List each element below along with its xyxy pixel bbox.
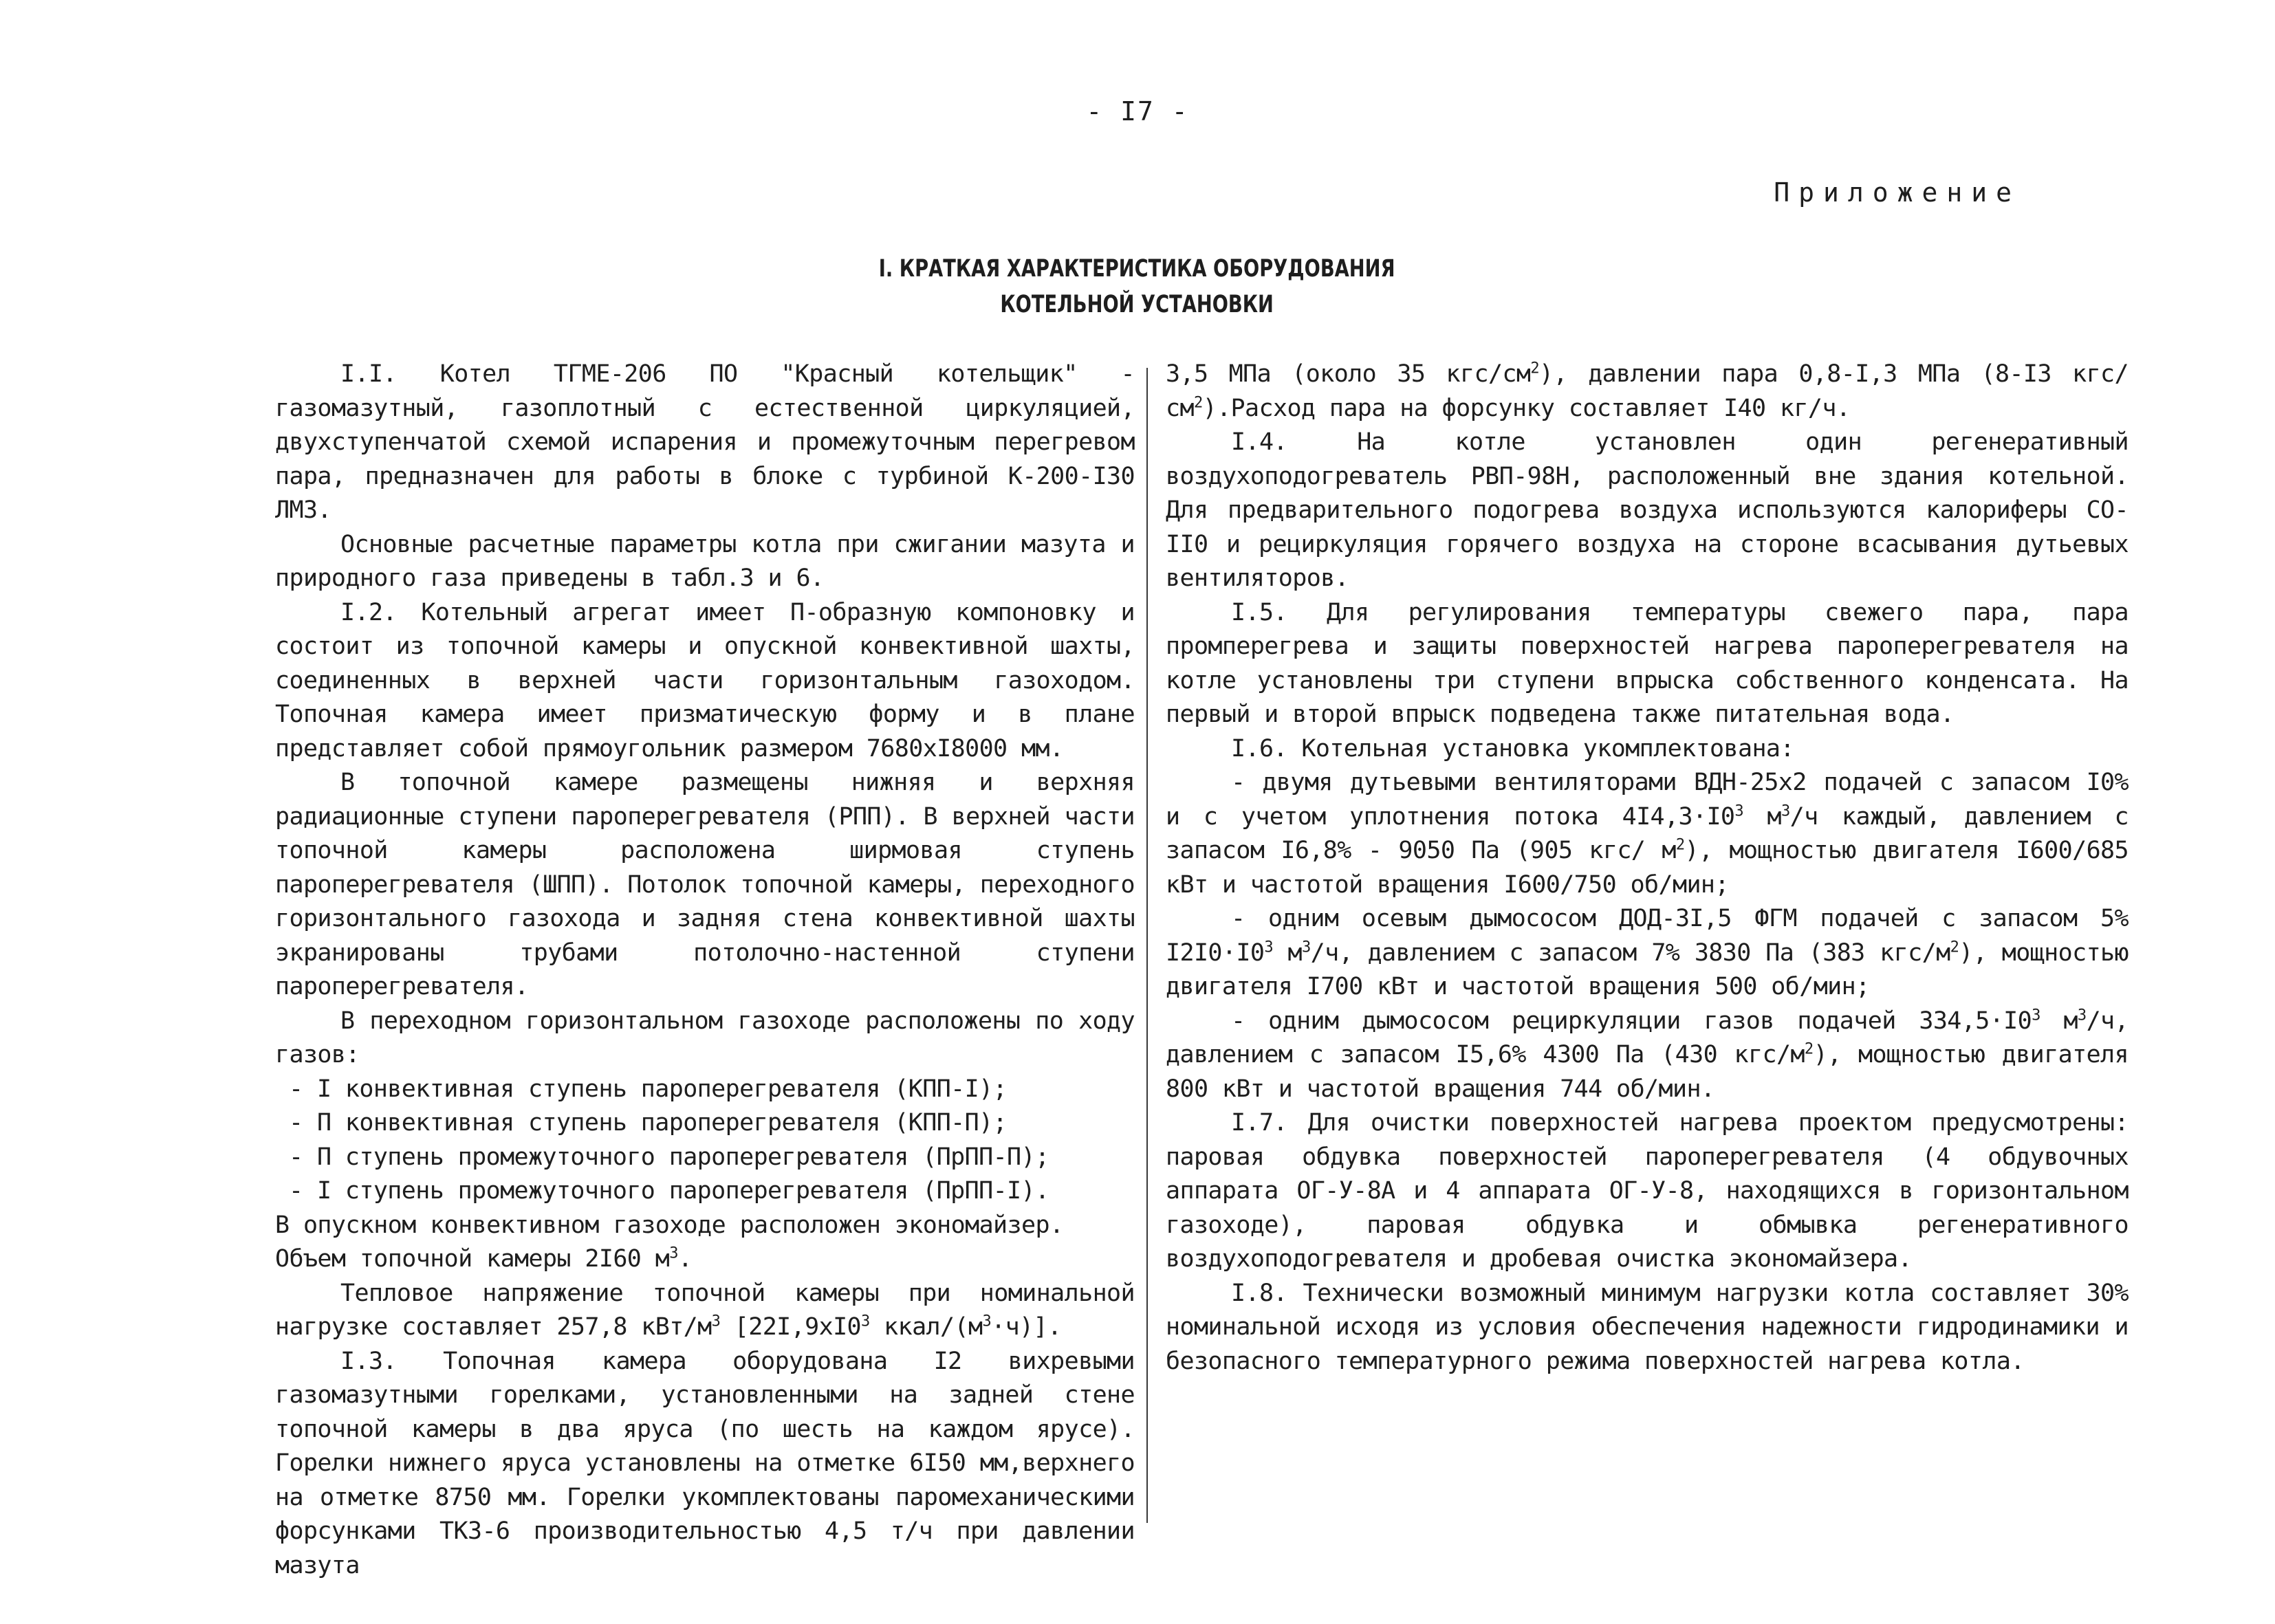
left-column — [275, 358, 1135, 1583]
paragraph-1-5: I.5. Для регулирования температуры свежего пара, пара промперегрева и защиты поверхностей нагрева пароперегревателя на котле установлены три ступени впрыска собственного конденсата. На первый и второй впрыск подведена также питательная вода. — [1166, 598, 2129, 728]
paragraph-1-6: I.6. Котельная установка укомплектована: — [1231, 734, 1794, 762]
list-item: - П конвективная ступень пароперегревателя (КПП-П); — [289, 1109, 1008, 1137]
paragraph-1-4: I.4. На котле установлен один регенеративный воздухоподогреватель РВП-98Н, расположенный вне здания котельной. Для предварительного подогрева воздуха используются калориферы СО-II0 и рециркуляция горячего воздуха на стороне всасывания дутьевых вентиляторов. — [1166, 428, 2129, 592]
list-item: - I ступень промежуточного пароперегревателя (ПрПП-I). — [289, 1177, 1049, 1205]
list-item-exhauster: - одним осевым дымососом ДОД-3I,5 ФГМ подачей с запасом 5% $I2I0\cdot I0^3$ $м^3/ч$, давлением с запасом 7% 3830 Па (383 кгс/$м^2$), мощностью двигателя I700 кВт и частотой вращения 500 об/мин; — [1166, 905, 2129, 1000]
list-item-fans: - двумя дутьевыми вентиляторами ВДН-25х2 подачей с запасом I0% и с учетом уплотнения потока $4I4,3\cdot I0^3$ $м^3/ч$ каждый, давлением с запасом I6,8% - 9050 Па (905 кгс/ $м^2$), мощностью двигателя I600/685 кВт и частотой вращения I600/750 об/мин; — [1166, 769, 2129, 899]
section-title-line-2: КОТЕЛЬНОЙ УСТАНОВКИ — [1000, 291, 1274, 318]
right-column — [1166, 358, 2129, 1379]
paragraph-1-8: I.8. Технически возможный минимум нагрузки котла составляет 30% номинальной исходя из условия обеспечения надежности гидродинамики и безопасного температурного режима поверхностей нагрева котла. — [1166, 1279, 2129, 1375]
paragraph-furnace: В топочной камере размещены нижняя и верхняя радиационные ступени пароперегревателя (РПП). В верхней части топочной камеры расположена ширмовая ступень пароперегревателя (ШПП). Потолок топочной камеры, переходного горизонтального газохода и задняя стена конвективной шахты экранированы трубами потолочно-настенной ступени пароперегревателя. — [275, 769, 1135, 1000]
appendix-label: Приложение — [1774, 177, 2021, 208]
paragraph-steam-pressure: 3,5 МПа (около 35 кгс/$см^2$), давлении пара 0,8-I,3 МПа (8-I3 кгс/$см^2).Расход$ пара на форсунку составляет I40 кг/ч. — [1166, 360, 2129, 422]
section-title-line-1: I. КРАТКАЯ ХАРАКТЕРИСТИКА ОБОРУДОВАНИЯ — [878, 255, 1395, 283]
column-divider — [1146, 368, 1148, 1523]
section-title — [250, 251, 2024, 322]
paragraph-furnace-volume: Объем топочной камеры 2I60 $м^3$. — [275, 1244, 693, 1273]
page-number: - I7 - — [1086, 96, 1189, 127]
paragraph-heat-stress: Тепловое напряжение топочной камеры при номинальной нагрузке составляет 257,8 кВт/$м^3$ [$22I,9хI0^3$ ккал/$(м^3\cdot ч)$]. — [275, 1279, 1135, 1341]
paragraph-parameters: Основные расчетные параметры котла при сжигании мазута и природного газа приведены в табл.3 и 6. — [275, 530, 1135, 592]
paragraph-1-2: I.2. Котельный агрегат имеет П-образную компоновку и состоит из топочной камеры и опускной конвективной шахты, соединенных в верхней части горизонтальным газоходом. Топочная камера имеет призматическую форму и в плане представляет собой прямоугольник размером 7680хI8000 мм. — [275, 598, 1135, 762]
paragraph-1-3: I.3. Топочная камера оборудована I2 вихревыми газомазутными горелками, установленными на задней стене топочной камеры в два яруса (по шесть на каждом ярусе). Горелки нижнего яруса установлены на отметке 6I50 мм,верхнего на отметке 8750 мм. Горелки укомплектованы паромеханическими форсунками ТКЗ-6 производительностью 4,5 т/ч при давлении мазута — [275, 1347, 1135, 1579]
paragraph-1-1: I.I. Котел ТГМЕ-206 ПО "Красный котельщик" - газомазутный, газоплотный с естественной циркуляцией, двухступенчатой схемой испарения и промежуточным перегревом пара, предназначен для работы в блоке с турбиной К-200-I30 ЛМЗ. — [275, 360, 1135, 524]
paragraph-economizer: В опускном конвективном газоходе расположен экономайзер. — [275, 1211, 1064, 1239]
paragraph-1-7: I.7. Для очистки поверхностей нагрева проектом предусмотрены: паровая обдувка поверхностей пароперегревателя (4 обдувочных аппарата ОГ-У-8А и 4 аппарата ОГ-У-8, находящихся в горизонтальном газоходе), паровая обдувка и обмывка регенеративного воздухоподогревателя и дробевая очистка экономайзера. — [1166, 1109, 2129, 1273]
list-item-recirculation: - одним дымососом рециркуляции газов подачей $334,5\cdot I0^3$ $м^3/ч$, давлением с запасом I5,6% 4300 Па (430 кгс/$м^2$), мощностью двигателя 800 кВт и частотой вращения 744 об/мин. — [1166, 1006, 2129, 1103]
list-item: - П ступень промежуточного пароперегревателя (ПрПП-П); — [289, 1143, 1049, 1171]
list-item: - I конвективная ступень пароперегревателя (КПП-I); — [289, 1075, 1008, 1103]
paragraph-gas-duct: В переходном горизонтальном газоходе расположены по ходу газов: — [275, 1007, 1135, 1068]
